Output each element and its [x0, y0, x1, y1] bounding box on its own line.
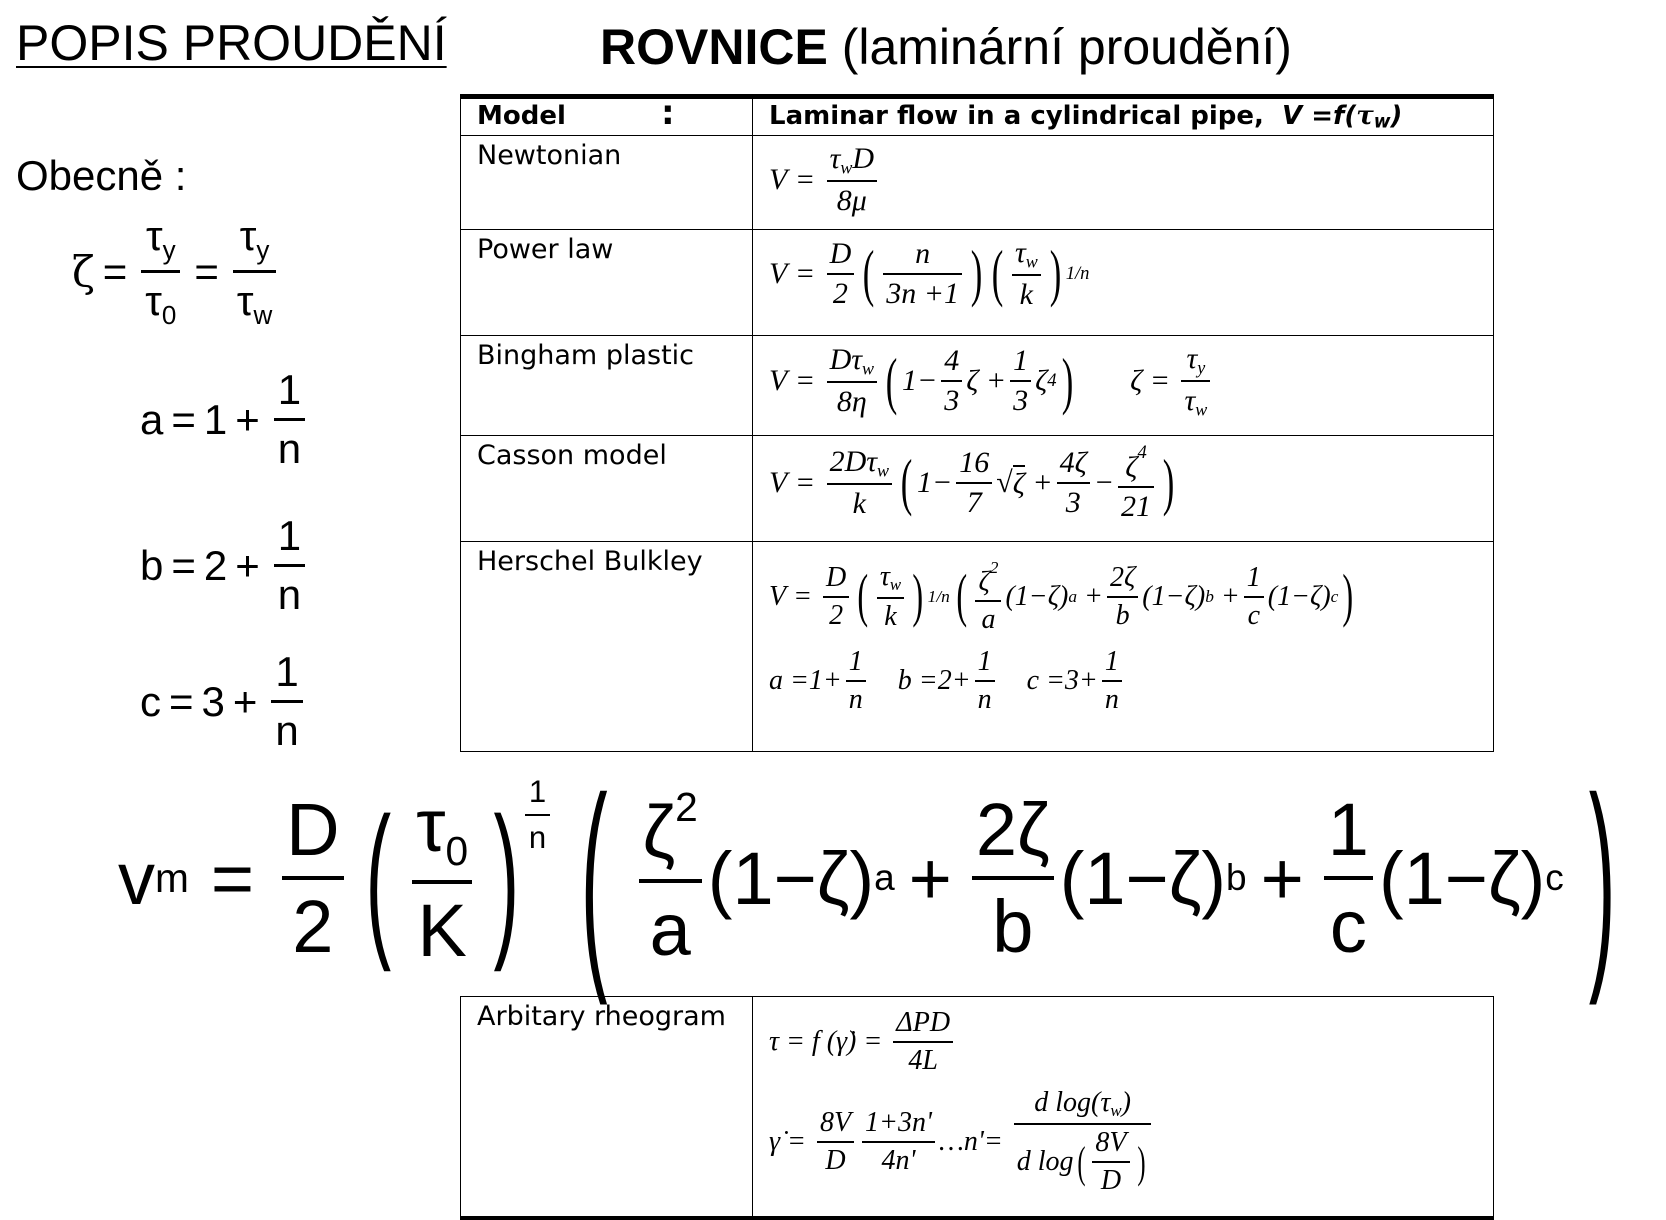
zeta-fraction-1: $\frac{\tau_y}{\tau_0}$	[141, 212, 180, 331]
c-definition: c = 3 + $\frac{1}{n}$	[140, 648, 309, 755]
zeta-definition: ζ = $\frac{\tau_y}{\tau_0}$ = $\frac{\tau_y}{\tau_w}$	[72, 212, 282, 331]
model-power-law: Power law	[461, 229, 753, 335]
equation-bingham: V = $\frac{\text{Dτw}}{8\eta}$ ( 1− $\frac{4}{3}$ ζ + $\frac{1}{3}$ ζ 4 ) ζ = $\frac{\tau y}{\tau w}$	[753, 335, 1494, 435]
zeta-fraction-2: $\frac{\tau_y}{\tau_w}$	[233, 212, 276, 331]
table-row	[461, 997, 1494, 1219]
table-row	[461, 541, 1494, 751]
b-definition: b = 2 + $\frac{1}{n}$	[140, 512, 311, 619]
equation-herschel-bulkley: V = $\frac{D}{2}$ ( $\frac{\tau w}{k}$ ) 1/n ( $\frac{\zeta^2}{a}$ (1−ζ) a + $\frac{2\zeta}{b}$ (1−ζ) b + $\frac{1}{c}$ (1−ζ) c ) a =1+ $\frac{1}{n}$ b =2+ $\frac{1}{n}$ c =3+ $\frac{1}{n}$	[753, 541, 1494, 751]
general-label: Obecně :	[16, 152, 187, 199]
zeta-symbol: ζ	[72, 247, 95, 297]
page-title-right	[600, 18, 1292, 76]
equation-newtonian: V = $\frac{\text{τwD}}{8\mu}$	[753, 135, 1494, 229]
table-row	[461, 229, 1494, 335]
equation-arbitrary-rheogram: τ = f (γ̇) = $\frac{\text{ΔPD}}{4L}$ γ̇ = $\frac{8V}{D}$ $\frac{1+3n'}{4n'}$ …n'= d log(τw) d log ( $\frac{8V}{D}$ )	[753, 997, 1494, 1219]
header-equation: Laminar flow in a cylindrical pipe, V =f(τw)	[753, 97, 1494, 136]
model-newtonian: Newtonian	[461, 135, 753, 229]
equation-casson: V = $\frac{\text{2Dτw}}{k}$ ( 1− $\frac{16}{7}$ √ ζ + $\frac{4\zeta}{3}$ − $\frac{\zeta^4}{21}$ )	[753, 435, 1494, 541]
models-table	[460, 94, 1494, 752]
table-row	[461, 135, 1494, 229]
a-definition: a = 1 + $\frac{1}{n}$	[140, 366, 311, 473]
main-velocity-equation: v m = $\frac{D}{2}$ ( $\frac{\tau_0}{K}$ ) $\frac{1}{n}$ ( $\frac{\zeta^2}{a}$ (1−ζ) a + $\frac{2\zeta}{b}$ (1−ζ) b + $\frac{1}{c}$ (1−ζ) c )	[118, 749, 1616, 1007]
table-row	[461, 335, 1494, 435]
title-rest: (laminární proudění)	[841, 19, 1292, 75]
model-bingham: Bingham plastic	[461, 335, 753, 435]
header-model: Model :	[461, 97, 753, 136]
model-arbitrary-rheogram: Arbitary rheogram	[461, 997, 753, 1219]
model-herschel-bulkley: Herschel Bulkley	[461, 541, 753, 751]
table-header-row	[461, 97, 1494, 136]
equation-power-law: V = $\frac{D}{2}$ ( $\frac{n}{3n +1}$ ) ( $\frac{\tau w}{k}$ ) 1/n	[753, 229, 1494, 335]
arbitrary-rheogram-table	[460, 996, 1494, 1220]
page-title-left: POPIS PROUDĚNÍ	[16, 15, 447, 71]
title-bold: ROVNICE	[600, 19, 828, 75]
table-row	[461, 435, 1494, 541]
model-casson: Casson model	[461, 435, 753, 541]
